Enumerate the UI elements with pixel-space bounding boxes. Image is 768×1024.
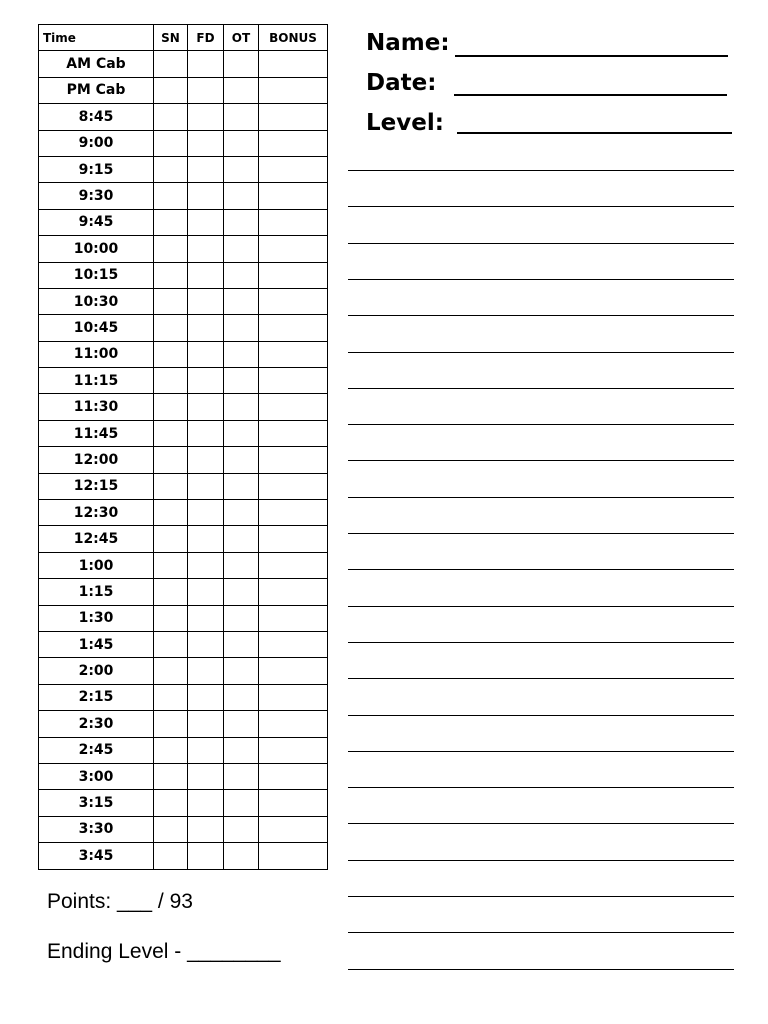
sn-cell[interactable] bbox=[154, 77, 188, 103]
ot-cell[interactable] bbox=[224, 526, 259, 552]
note-line[interactable] bbox=[348, 751, 734, 752]
ot-cell[interactable] bbox=[224, 684, 259, 710]
header-ot: OT bbox=[224, 25, 259, 51]
table-row bbox=[39, 500, 328, 526]
ot-cell[interactable] bbox=[224, 394, 259, 420]
sn-cell[interactable] bbox=[154, 790, 188, 816]
ot-cell[interactable] bbox=[224, 763, 259, 789]
fd-cell[interactable] bbox=[188, 394, 224, 420]
fd-cell[interactable] bbox=[188, 816, 224, 842]
table-row bbox=[39, 262, 328, 288]
fd-cell[interactable] bbox=[188, 711, 224, 737]
fd-cell[interactable] bbox=[188, 605, 224, 631]
table-row bbox=[39, 394, 328, 420]
sn-cell[interactable] bbox=[154, 183, 188, 209]
sn-cell[interactable] bbox=[154, 711, 188, 737]
schedule-table bbox=[38, 24, 328, 870]
table-row bbox=[39, 447, 328, 473]
table-row bbox=[39, 843, 328, 869]
ot-cell[interactable] bbox=[224, 288, 259, 314]
sn-cell[interactable] bbox=[154, 315, 188, 341]
table-row bbox=[39, 684, 328, 710]
ot-cell[interactable] bbox=[224, 156, 259, 182]
table-row bbox=[39, 526, 328, 552]
fd-cell[interactable] bbox=[188, 684, 224, 710]
table-row bbox=[39, 763, 328, 789]
sn-cell[interactable] bbox=[154, 209, 188, 235]
ot-cell[interactable] bbox=[224, 816, 259, 842]
fd-cell[interactable] bbox=[188, 763, 224, 789]
ot-cell[interactable] bbox=[224, 236, 259, 262]
time-cell: 12:30 bbox=[39, 500, 154, 526]
sn-cell[interactable] bbox=[154, 526, 188, 552]
sn-cell[interactable] bbox=[154, 236, 188, 262]
time-cell: 12:00 bbox=[39, 447, 154, 473]
time-cell: 12:15 bbox=[39, 473, 154, 499]
table-row bbox=[39, 790, 328, 816]
table-row bbox=[39, 579, 328, 605]
ot-cell[interactable] bbox=[224, 315, 259, 341]
note-line[interactable] bbox=[348, 642, 734, 643]
schedule-body bbox=[39, 51, 328, 869]
sn-cell[interactable] bbox=[154, 658, 188, 684]
fd-cell[interactable] bbox=[188, 156, 224, 182]
bonus-cell[interactable] bbox=[259, 816, 328, 842]
bonus-cell[interactable] bbox=[259, 236, 328, 262]
table-row bbox=[39, 711, 328, 737]
sn-cell[interactable] bbox=[154, 500, 188, 526]
bonus-cell[interactable] bbox=[259, 77, 328, 103]
time-cell: 11:00 bbox=[39, 341, 154, 367]
time-cell: 12:45 bbox=[39, 526, 154, 552]
fd-cell[interactable] bbox=[188, 368, 224, 394]
table-row bbox=[39, 341, 328, 367]
time-cell: 3:00 bbox=[39, 763, 154, 789]
ot-cell[interactable] bbox=[224, 579, 259, 605]
ot-cell[interactable] bbox=[224, 104, 259, 130]
note-line[interactable] bbox=[348, 569, 734, 570]
time-cell: 1:45 bbox=[39, 631, 154, 657]
note-line[interactable] bbox=[348, 424, 734, 425]
fd-cell[interactable] bbox=[188, 77, 224, 103]
note-line[interactable] bbox=[348, 932, 734, 933]
sn-cell[interactable] bbox=[154, 447, 188, 473]
table-row bbox=[39, 658, 328, 684]
fd-cell[interactable] bbox=[188, 500, 224, 526]
table-row bbox=[39, 631, 328, 657]
fd-cell[interactable] bbox=[188, 552, 224, 578]
sn-cell[interactable] bbox=[154, 473, 188, 499]
ot-cell[interactable] bbox=[224, 420, 259, 446]
ending-level-text: Ending Level - ________ bbox=[47, 940, 281, 963]
fd-cell[interactable] bbox=[188, 579, 224, 605]
name-label: Name: bbox=[366, 30, 450, 56]
bonus-cell[interactable] bbox=[259, 104, 328, 130]
note-line[interactable] bbox=[348, 243, 734, 244]
fd-cell[interactable] bbox=[188, 130, 224, 156]
sn-cell[interactable] bbox=[154, 156, 188, 182]
table-row bbox=[39, 368, 328, 394]
table-header-row bbox=[39, 25, 328, 51]
table-row bbox=[39, 236, 328, 262]
points-text: Points: ___ / 93 bbox=[47, 890, 193, 913]
time-cell: 11:45 bbox=[39, 420, 154, 446]
bonus-cell[interactable] bbox=[259, 473, 328, 499]
time-cell: 9:00 bbox=[39, 130, 154, 156]
bonus-cell[interactable] bbox=[259, 684, 328, 710]
note-line[interactable] bbox=[348, 860, 734, 861]
bonus-cell[interactable] bbox=[259, 209, 328, 235]
ot-cell[interactable] bbox=[224, 368, 259, 394]
note-line[interactable] bbox=[348, 388, 734, 389]
fd-cell[interactable] bbox=[188, 790, 224, 816]
table-row bbox=[39, 737, 328, 763]
time-cell: 8:45 bbox=[39, 104, 154, 130]
table-row bbox=[39, 605, 328, 631]
fd-cell[interactable] bbox=[188, 236, 224, 262]
sn-cell[interactable] bbox=[154, 605, 188, 631]
sn-cell[interactable] bbox=[154, 288, 188, 314]
note-line[interactable] bbox=[348, 533, 734, 534]
table-row bbox=[39, 552, 328, 578]
ot-cell[interactable] bbox=[224, 737, 259, 763]
sn-cell[interactable] bbox=[154, 104, 188, 130]
sn-cell[interactable] bbox=[154, 763, 188, 789]
ot-cell[interactable] bbox=[224, 473, 259, 499]
fd-cell[interactable] bbox=[188, 262, 224, 288]
time-cell: 9:15 bbox=[39, 156, 154, 182]
bonus-cell[interactable] bbox=[259, 631, 328, 657]
bonus-cell[interactable] bbox=[259, 420, 328, 446]
bonus-cell[interactable] bbox=[259, 394, 328, 420]
time-cell: 1:00 bbox=[39, 552, 154, 578]
ot-cell[interactable] bbox=[224, 790, 259, 816]
header-bonus: BONUS bbox=[259, 25, 328, 51]
time-cell: 10:15 bbox=[39, 262, 154, 288]
ot-cell[interactable] bbox=[224, 843, 259, 869]
date-label: Date: bbox=[366, 70, 437, 96]
note-line[interactable] bbox=[348, 315, 734, 316]
note-line[interactable] bbox=[348, 352, 734, 353]
time-cell: 11:15 bbox=[39, 368, 154, 394]
bonus-cell[interactable] bbox=[259, 526, 328, 552]
note-line[interactable] bbox=[348, 606, 734, 607]
bonus-cell[interactable] bbox=[259, 341, 328, 367]
sn-cell[interactable] bbox=[154, 843, 188, 869]
bonus-cell[interactable] bbox=[259, 288, 328, 314]
fd-cell[interactable] bbox=[188, 51, 224, 77]
sn-cell[interactable] bbox=[154, 552, 188, 578]
fd-cell[interactable] bbox=[188, 315, 224, 341]
time-cell: 2:15 bbox=[39, 684, 154, 710]
bonus-cell[interactable] bbox=[259, 552, 328, 578]
table-row bbox=[39, 183, 328, 209]
time-cell: 3:15 bbox=[39, 790, 154, 816]
note-line[interactable] bbox=[348, 279, 734, 280]
fd-cell[interactable] bbox=[188, 288, 224, 314]
time-cell: PM Cab bbox=[39, 77, 154, 103]
bonus-cell[interactable] bbox=[259, 763, 328, 789]
ot-cell[interactable] bbox=[224, 209, 259, 235]
date-field-line[interactable] bbox=[454, 94, 727, 96]
sn-cell[interactable] bbox=[154, 130, 188, 156]
header-sn: SN bbox=[154, 25, 188, 51]
table-row bbox=[39, 816, 328, 842]
ot-cell[interactable] bbox=[224, 77, 259, 103]
table-row bbox=[39, 51, 328, 77]
ot-cell[interactable] bbox=[224, 711, 259, 737]
time-cell: 11:30 bbox=[39, 394, 154, 420]
note-line[interactable] bbox=[348, 678, 734, 679]
time-cell: 10:45 bbox=[39, 315, 154, 341]
table-row bbox=[39, 209, 328, 235]
time-cell: 1:15 bbox=[39, 579, 154, 605]
table-row bbox=[39, 77, 328, 103]
time-cell: 10:30 bbox=[39, 288, 154, 314]
ot-cell[interactable] bbox=[224, 183, 259, 209]
bonus-cell[interactable] bbox=[259, 262, 328, 288]
name-field-line[interactable] bbox=[455, 55, 728, 57]
table-row bbox=[39, 130, 328, 156]
note-line[interactable] bbox=[348, 206, 734, 207]
level-label: Level: bbox=[366, 110, 444, 136]
time-cell: 3:30 bbox=[39, 816, 154, 842]
time-cell: 10:00 bbox=[39, 236, 154, 262]
time-cell: 2:45 bbox=[39, 737, 154, 763]
time-cell: 2:00 bbox=[39, 658, 154, 684]
header-time: Time bbox=[39, 25, 154, 51]
sn-cell[interactable] bbox=[154, 631, 188, 657]
sn-cell[interactable] bbox=[154, 816, 188, 842]
ot-cell[interactable] bbox=[224, 262, 259, 288]
fd-cell[interactable] bbox=[188, 420, 224, 446]
ot-cell[interactable] bbox=[224, 605, 259, 631]
level-field-line[interactable] bbox=[457, 132, 732, 134]
fd-cell[interactable] bbox=[188, 341, 224, 367]
fd-cell[interactable] bbox=[188, 104, 224, 130]
bonus-cell[interactable] bbox=[259, 843, 328, 869]
note-line[interactable] bbox=[348, 497, 734, 498]
time-cell: AM Cab bbox=[39, 51, 154, 77]
sn-cell[interactable] bbox=[154, 341, 188, 367]
table-row bbox=[39, 420, 328, 446]
fd-cell[interactable] bbox=[188, 473, 224, 499]
bonus-cell[interactable] bbox=[259, 368, 328, 394]
note-line[interactable] bbox=[348, 787, 734, 788]
sn-cell[interactable] bbox=[154, 262, 188, 288]
bonus-cell[interactable] bbox=[259, 579, 328, 605]
ot-cell[interactable] bbox=[224, 658, 259, 684]
bonus-cell[interactable] bbox=[259, 737, 328, 763]
note-line[interactable] bbox=[348, 896, 734, 897]
fd-cell[interactable] bbox=[188, 737, 224, 763]
table-row bbox=[39, 104, 328, 130]
fd-cell[interactable] bbox=[188, 183, 224, 209]
ot-cell[interactable] bbox=[224, 130, 259, 156]
fd-cell[interactable] bbox=[188, 447, 224, 473]
table-row bbox=[39, 156, 328, 182]
sn-cell[interactable] bbox=[154, 51, 188, 77]
sn-cell[interactable] bbox=[154, 420, 188, 446]
note-line[interactable] bbox=[348, 969, 734, 970]
table-row bbox=[39, 288, 328, 314]
ot-cell[interactable] bbox=[224, 341, 259, 367]
bonus-cell[interactable] bbox=[259, 156, 328, 182]
sn-cell[interactable] bbox=[154, 368, 188, 394]
time-cell: 1:30 bbox=[39, 605, 154, 631]
ot-cell[interactable] bbox=[224, 447, 259, 473]
bonus-cell[interactable] bbox=[259, 658, 328, 684]
header-fd: FD bbox=[188, 25, 224, 51]
ot-cell[interactable] bbox=[224, 500, 259, 526]
bonus-cell[interactable] bbox=[259, 315, 328, 341]
bonus-cell[interactable] bbox=[259, 183, 328, 209]
note-line[interactable] bbox=[348, 823, 734, 824]
time-cell: 9:45 bbox=[39, 209, 154, 235]
table-row bbox=[39, 315, 328, 341]
fd-cell[interactable] bbox=[188, 631, 224, 657]
ot-cell[interactable] bbox=[224, 552, 259, 578]
sn-cell[interactable] bbox=[154, 737, 188, 763]
bonus-cell[interactable] bbox=[259, 51, 328, 77]
sn-cell[interactable] bbox=[154, 684, 188, 710]
bonus-cell[interactable] bbox=[259, 711, 328, 737]
note-line[interactable] bbox=[348, 460, 734, 461]
ot-cell[interactable] bbox=[224, 631, 259, 657]
bonus-cell[interactable] bbox=[259, 790, 328, 816]
note-line[interactable] bbox=[348, 715, 734, 716]
fd-cell[interactable] bbox=[188, 209, 224, 235]
fd-cell[interactable] bbox=[188, 526, 224, 552]
ot-cell[interactable] bbox=[224, 51, 259, 77]
bonus-cell[interactable] bbox=[259, 447, 328, 473]
bonus-cell[interactable] bbox=[259, 130, 328, 156]
time-cell: 3:45 bbox=[39, 843, 154, 869]
bonus-cell[interactable] bbox=[259, 605, 328, 631]
time-cell: 9:30 bbox=[39, 183, 154, 209]
fd-cell[interactable] bbox=[188, 658, 224, 684]
table-row bbox=[39, 473, 328, 499]
fd-cell[interactable] bbox=[188, 843, 224, 869]
note-line[interactable] bbox=[348, 170, 734, 171]
time-cell: 2:30 bbox=[39, 711, 154, 737]
sn-cell[interactable] bbox=[154, 394, 188, 420]
sn-cell[interactable] bbox=[154, 579, 188, 605]
bonus-cell[interactable] bbox=[259, 500, 328, 526]
